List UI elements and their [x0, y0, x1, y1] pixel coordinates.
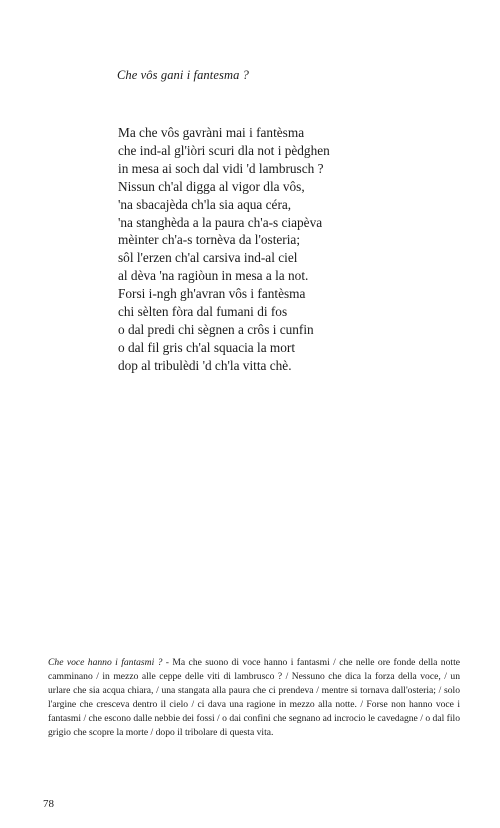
poem-line: o dal predi chi sègnen a crôs i cunfin [118, 321, 314, 337]
poem-line: Ma che vôs gavràni mai i fantèsma [118, 125, 305, 140]
poem-line: al dèva 'na ragiòun in mesa a la not. [118, 268, 309, 284]
poem-line: dop al tribulèdi 'd ch'la vitta chè. [118, 357, 292, 373]
poem-body [118, 124, 418, 375]
poem-line: 'na sbacajèda ch'la sia aqua céra, [118, 196, 292, 212]
poem-line: mèinter ch'a-s tornèva da l'osteria; [118, 232, 301, 248]
poem-line: Forsi i-ngh gh'avran vôs i fantèsma [118, 286, 306, 302]
translation-note [48, 656, 460, 741]
page-number: 78 [43, 798, 54, 810]
poem-line: sôl l'erzen ch'al carsiva ind-al ciel [118, 250, 298, 266]
poem-line: 'na stanghèda a la paura ch'a-s ciapèva [118, 214, 323, 230]
poem-line: in mesa ai soch dal vidi 'd lambrusch ? [118, 160, 324, 176]
translation-separator: - [162, 657, 173, 668]
poem-line: Nissun ch'al digga al vigor dla vôs, [118, 178, 305, 194]
poem-line: o dal fil gris ch'al squacia la mort [118, 339, 296, 355]
poem-line: chi sèlten fòra dal fumani di fos [118, 304, 288, 320]
translation-title: Che voce hanno i fantasmi ? [48, 657, 163, 668]
poem-line: che ind-al gl'iòri scuri dla not i pèdghen [118, 142, 330, 158]
translation-text: Ma che suono di voce hanno i fantasmi / che nelle ore fonde della notte camminano / in mezzo alle ceppe delle viti di lambrusco ? / Nessuno che dica la forza della voce, / un urlare che sia acqua chiara, / una stangata alla paura che ci prendeva / mentre si tornava dall'osteria; / solo l'argine che cresceva dentro il cielo / ci dava una ragione in mezzo alla notte. / Forse non hanno voce i fantasmi / che escono dalle nebbie dei fossi / o dai confini che segnano ad incrocio le cavedagne / o dal filo grigio che scopre la morte / dopo il tribolare di questa vita. [48, 657, 460, 739]
poem-title: Che vôs gani i fantesma ? [117, 68, 250, 82]
